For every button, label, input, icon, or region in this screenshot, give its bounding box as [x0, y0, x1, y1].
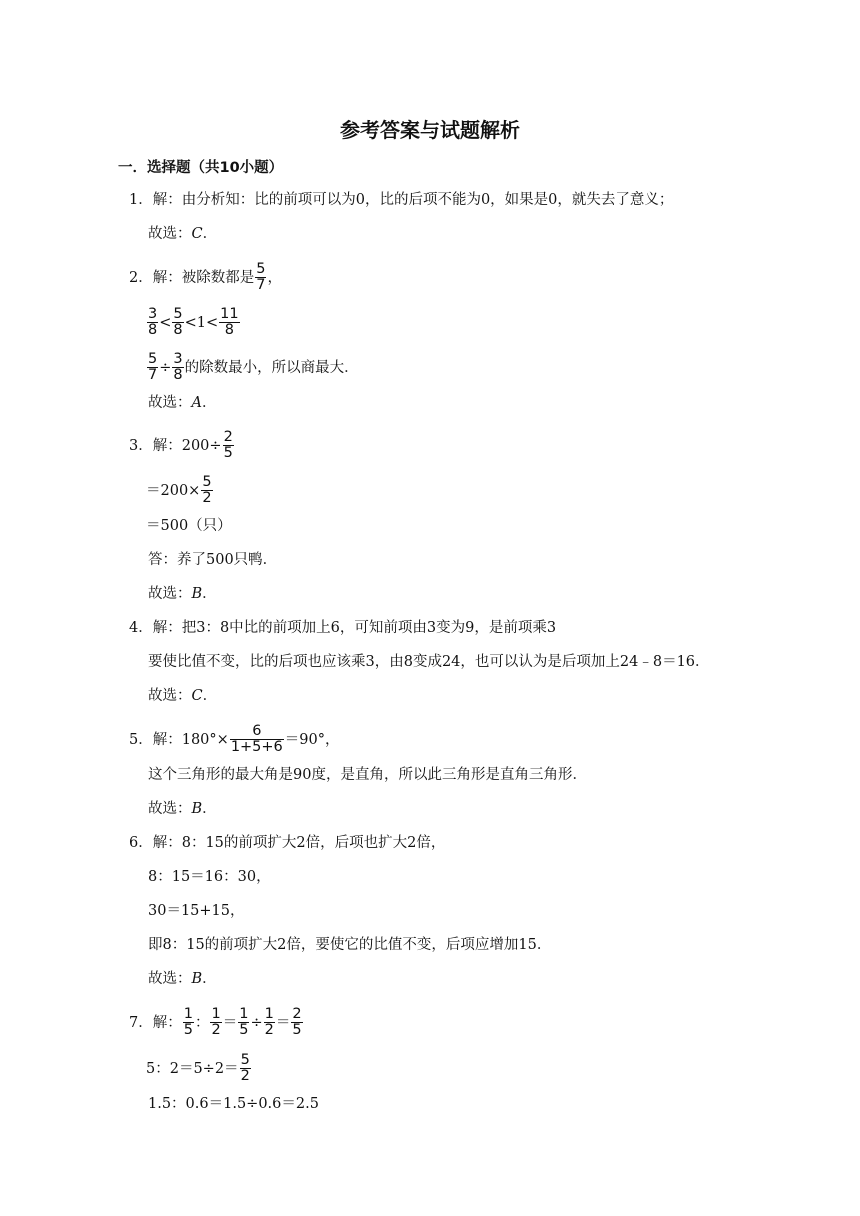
q1-line-1	[129, 190, 673, 210]
answer-choice: B	[191, 586, 203, 602]
page-title: 参考答案与试题解析	[340, 118, 520, 142]
ratio-colon: ：	[194, 1014, 210, 1031]
answer-choice: B	[191, 971, 203, 987]
answer-suffix: ．	[202, 226, 218, 242]
numerator: 2	[292, 1006, 302, 1022]
answer-suffix: ．	[202, 586, 217, 602]
q6-line-3: 30＝15+15，	[148, 903, 245, 919]
denominator: 8	[173, 322, 183, 338]
q4-number: 4．解：	[129, 620, 182, 636]
q1-text: 由分析知：比的前项可以为0，比的后项不能为0，如果是0，就失去了意义；	[181, 192, 674, 208]
answer-choice: C	[191, 688, 203, 704]
q3-line-3: ＝500（只）	[146, 518, 232, 534]
numerator: 5	[202, 474, 212, 490]
numerator: 11	[220, 306, 239, 322]
q6-text: 8：15的前项扩大2倍，后项也扩大2倍，	[181, 835, 446, 851]
q2-text: 被除数都是	[181, 269, 255, 286]
fraction	[172, 352, 183, 383]
denominator: 5	[292, 1022, 302, 1038]
fraction	[230, 724, 284, 755]
fraction	[147, 352, 158, 383]
numerator: 5	[256, 261, 266, 277]
q3-answer	[148, 584, 217, 604]
q2-line-3	[146, 352, 359, 383]
answer-suffix: ．	[201, 395, 217, 411]
q4-line-1	[129, 618, 556, 638]
fraction	[210, 1007, 221, 1038]
q2-text: 的除数最小，所以商最大．	[184, 359, 359, 376]
expression: ＝90°，	[284, 731, 340, 748]
fraction	[291, 1007, 302, 1038]
answer-prefix: 故选：	[148, 226, 192, 242]
q5-number: 5．解：	[129, 731, 182, 748]
answer-prefix: 故选：	[148, 586, 192, 602]
denominator: 8	[173, 367, 183, 383]
denominator: 5	[183, 1022, 193, 1038]
q7-line-3: 1.5：0.6＝1.5÷0.6＝2.5	[148, 1096, 319, 1112]
q2-line-1	[129, 262, 282, 293]
less-than: <	[159, 314, 172, 331]
numerator: 3	[148, 306, 158, 322]
q5-line-1	[129, 724, 340, 755]
answer-prefix: 故选：	[148, 395, 192, 411]
expression: 5：2＝5÷2＝	[146, 1060, 239, 1077]
divide-sign: ÷	[159, 359, 172, 376]
answer-choice: A	[191, 395, 202, 411]
answer-suffix: ．	[202, 801, 217, 817]
equals-sign: ＝	[222, 1014, 238, 1031]
q7-line-2	[146, 1053, 252, 1084]
denominator: 7	[148, 367, 158, 383]
q2-answer	[148, 393, 216, 413]
fraction	[147, 307, 158, 338]
divide-sign: ÷	[250, 1014, 263, 1031]
q1-number: 1．解：	[129, 192, 182, 208]
answer-prefix: 故选：	[148, 971, 192, 987]
answer-choice: C	[191, 226, 203, 242]
less-than: <	[206, 314, 219, 331]
q3-line-4: 答：养了500只鸭．	[148, 552, 278, 568]
denominator: 8	[219, 322, 239, 338]
denominator: 5	[239, 1022, 249, 1038]
denominator: 8	[148, 322, 158, 338]
fraction	[223, 430, 234, 461]
numerator: 1	[239, 1006, 249, 1022]
fraction	[201, 475, 212, 506]
q2-number: 2．解：	[129, 269, 182, 286]
less-than: <	[184, 314, 197, 331]
q4-text: 把3：8中比的前项加上6，可知前项由3变为9，是前项乘3	[181, 620, 557, 636]
denominator: 2	[202, 490, 212, 506]
section-heading: 一．选择题（共10小题）	[118, 160, 284, 176]
fraction	[264, 1007, 275, 1038]
punct: ，	[267, 269, 282, 286]
fraction	[183, 1007, 194, 1038]
numerator: 1	[211, 1006, 221, 1022]
denominator: 5	[223, 445, 233, 461]
q5-answer	[148, 799, 217, 819]
q7-line-1	[129, 1007, 304, 1038]
q6-line-1	[129, 833, 445, 853]
fraction	[219, 307, 239, 338]
denominator: 2	[264, 1022, 274, 1038]
q1-answer	[148, 224, 217, 244]
answer-prefix: 故选：	[148, 688, 192, 704]
q6-line-4: 即8：15的前项扩大2倍，要使它的比值不变，后项应增加15．	[148, 937, 552, 953]
q3-line-2	[146, 475, 214, 506]
answer-suffix: ．	[202, 971, 217, 987]
numerator: 2	[223, 429, 233, 445]
expression: 180°×	[181, 731, 229, 748]
q6-number: 6．解：	[129, 835, 182, 851]
fraction	[240, 1053, 251, 1084]
denominator: 1+5+6	[230, 739, 283, 755]
answer-prefix: 故选：	[148, 801, 192, 817]
equals-sign: ＝	[275, 1014, 291, 1031]
q4-answer	[148, 686, 217, 706]
q7-number: 7．解：	[129, 1014, 182, 1031]
denominator: 2	[240, 1068, 250, 1084]
q6-line-2: 8：15＝16：30，	[148, 869, 271, 885]
q6-answer	[148, 969, 217, 989]
numerator: 1	[183, 1006, 193, 1022]
denominator: 2	[211, 1022, 221, 1038]
numerator: 3	[173, 351, 183, 367]
denominator: 7	[256, 277, 266, 293]
answer-suffix: ．	[202, 688, 218, 704]
numerator: 1	[264, 1006, 274, 1022]
q5-line-2: 这个三角形的最大角是90度，是直角，所以此三角形是直角三角形．	[148, 767, 587, 783]
fraction	[172, 307, 183, 338]
numerator: 5	[148, 351, 158, 367]
q2-line-2	[146, 307, 241, 338]
q3-line-1	[129, 430, 235, 461]
numerator: 5	[173, 306, 183, 322]
q3-number: 3．解：	[129, 437, 182, 454]
fraction	[238, 1007, 249, 1038]
numerator: 5	[240, 1052, 250, 1068]
expression: ＝200×	[146, 482, 201, 499]
numerator: 6	[252, 723, 262, 739]
number: 1	[196, 314, 207, 331]
q4-line-2: 要使比值不变，比的后项也应该乘3，由8变成24，也可以认为是后项加上24﹣8＝16．	[148, 654, 710, 670]
answer-choice: B	[191, 801, 203, 817]
expression: 200÷	[181, 437, 222, 454]
fraction	[255, 262, 266, 293]
